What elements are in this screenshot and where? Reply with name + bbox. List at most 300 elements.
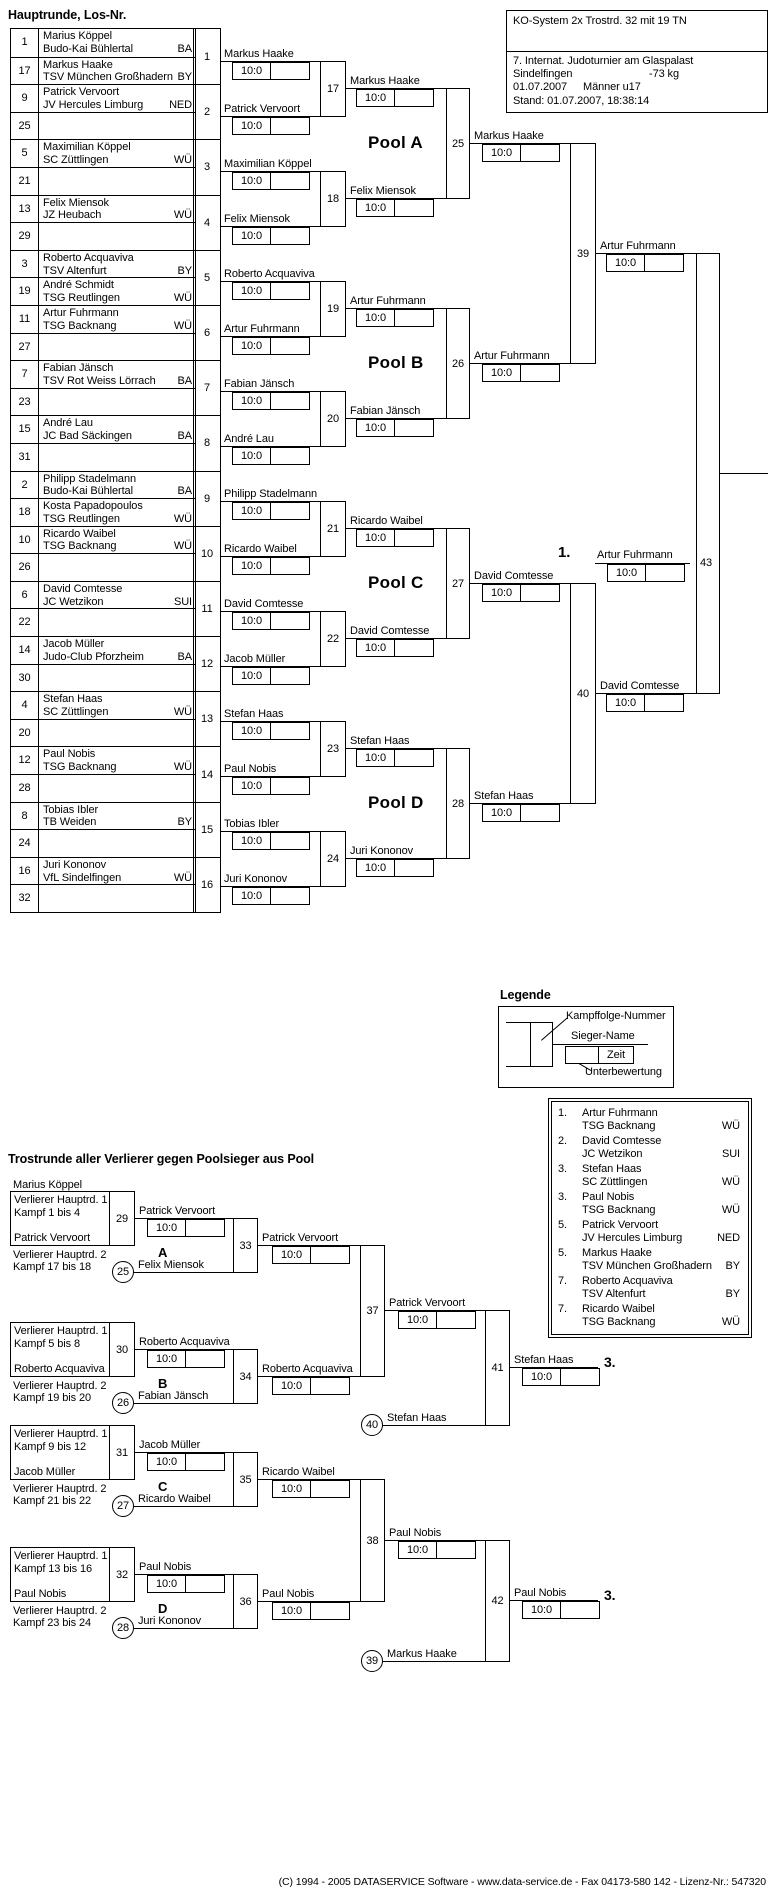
main-title: Hauptrunde, Los-Nr. xyxy=(8,8,127,22)
winner-name: David Comtesse xyxy=(600,680,680,692)
participant-row xyxy=(11,84,195,112)
placement-row xyxy=(558,1107,740,1135)
score-box xyxy=(356,529,434,547)
score-value: 10:0 xyxy=(608,565,646,581)
time-cell xyxy=(395,750,433,766)
match-number-value: 4 xyxy=(203,216,211,229)
match-number: 26 xyxy=(451,357,465,370)
participant-seed: 4 xyxy=(11,692,39,719)
participant-row xyxy=(11,829,195,857)
match-number xyxy=(194,139,220,194)
score-box xyxy=(232,667,310,685)
placement-info xyxy=(582,1303,740,1331)
score-value: 10:0 xyxy=(483,145,521,161)
loser-desc-block xyxy=(13,1483,106,1507)
placement-name: Markus Haake xyxy=(582,1247,652,1259)
score-box xyxy=(356,89,434,107)
score-value: 10:0 xyxy=(233,668,271,684)
loser-of-match-circle: 40 xyxy=(361,1414,383,1436)
winner-name: Juri Kononov xyxy=(350,845,414,857)
participant-seed: 7 xyxy=(11,361,39,388)
participant-seed: 22 xyxy=(11,609,39,636)
winner-name: Roberto Acquaviva xyxy=(262,1363,353,1375)
winner-name: David Comtesse xyxy=(224,598,304,610)
score-box xyxy=(606,254,684,272)
match-number xyxy=(194,195,220,250)
participant-name: Philipp Stadelmann xyxy=(43,472,136,485)
loser-desc-block xyxy=(13,1605,106,1629)
score-box xyxy=(232,227,310,245)
participant-row xyxy=(11,277,195,305)
participant-seed: 28 xyxy=(11,775,39,802)
participant-seed: 2 xyxy=(11,472,39,499)
winner-name: Markus Haake xyxy=(474,130,544,142)
participant-row xyxy=(11,195,195,223)
match-number xyxy=(194,526,220,581)
pool-label: Pool A xyxy=(368,133,423,152)
participant-club: TSG Reutlingen xyxy=(43,292,120,305)
participant-info xyxy=(39,168,195,195)
participant-region: BA xyxy=(177,650,192,663)
connector-line xyxy=(134,1628,233,1629)
participant-row xyxy=(11,498,195,526)
participant-club: SC Züttlingen xyxy=(43,154,109,167)
participant-name: Roberto Acquaviva xyxy=(43,251,134,264)
participant-name: Stefan Haas xyxy=(43,693,103,706)
score-box xyxy=(232,777,310,795)
placement-info xyxy=(582,1219,740,1247)
time-cell xyxy=(271,558,309,574)
match-box xyxy=(233,1349,258,1404)
loser-fights: Kampf 5 bis 8 xyxy=(14,1337,80,1350)
participant-seed: 6 xyxy=(11,582,39,609)
winner-name: Paul Nobis xyxy=(139,1561,192,1573)
match-number xyxy=(194,29,220,84)
score-value: 10:0 xyxy=(233,448,271,464)
placement-info xyxy=(582,1135,740,1163)
time-cell xyxy=(395,90,433,106)
placement-row xyxy=(558,1135,740,1163)
score-box xyxy=(232,612,310,630)
loser-of-match-circle: 39 xyxy=(361,1650,383,1672)
time-cell xyxy=(395,310,433,326)
participant-info xyxy=(39,140,195,167)
match-number xyxy=(194,802,220,857)
winner-name: Patrick Vervoort xyxy=(389,1297,466,1309)
match-box xyxy=(233,1452,258,1507)
participant-seed: 16 xyxy=(11,858,39,885)
participant-name: Kosta Papadopoulos xyxy=(43,500,143,513)
winner-name: Stefan Haas xyxy=(350,735,410,747)
placement-club: JC Wetzikon xyxy=(582,1148,643,1160)
participant-club: TSV Rot Weiss Lörrach xyxy=(43,374,156,387)
pool-letter: C xyxy=(158,1479,168,1494)
winner-name: Artur Fuhrmann xyxy=(474,350,550,362)
participant-row xyxy=(11,415,195,443)
loser-desc-block xyxy=(14,1325,107,1350)
placement-club: TSG Backnang xyxy=(582,1204,656,1216)
event-name: 7. Internat. Judoturnier am Glaspalast xyxy=(513,55,694,67)
match-box xyxy=(320,61,346,117)
score-value: 10:0 xyxy=(357,420,395,436)
placement-region: BY xyxy=(725,1260,740,1272)
time-cell xyxy=(311,1247,349,1263)
entrant-name: Stefan Haas xyxy=(387,1412,447,1424)
participant-club: TSG Reutlingen xyxy=(43,512,120,525)
score-box xyxy=(398,1311,476,1329)
winner-name: Paul Nobis xyxy=(224,763,277,775)
score-value: 10:0 xyxy=(233,173,271,189)
match-number: 19 xyxy=(326,303,340,315)
participant-info xyxy=(39,609,195,636)
winner-name: Tobias Ibler xyxy=(224,818,280,830)
legend-winner-name-label: Sieger-Name xyxy=(571,1030,635,1042)
match-box xyxy=(360,1479,385,1602)
placement-row xyxy=(558,1275,740,1303)
match-number-value: 8 xyxy=(203,437,211,450)
pool-letter: A xyxy=(158,1245,168,1260)
match-number xyxy=(194,636,220,691)
pool-label: Pool D xyxy=(368,793,424,812)
participant-region: BA xyxy=(177,430,192,443)
participant-row xyxy=(11,857,195,885)
placement-club: JV Hercules Limburg xyxy=(582,1232,683,1244)
participant-row xyxy=(11,222,195,250)
participant-name: Jacob Müller xyxy=(43,638,105,651)
winner-name: Artur Fuhrmann xyxy=(600,240,676,252)
score-value: 10:0 xyxy=(148,1576,186,1592)
pool-letter: D xyxy=(158,1601,168,1616)
match-box xyxy=(320,611,346,667)
score-value: 10:0 xyxy=(273,1603,311,1619)
participant-region: SUI xyxy=(173,595,192,608)
match-number: 41 xyxy=(491,1362,504,1374)
participant-name: Markus Haake xyxy=(43,58,113,71)
repechage-source-box xyxy=(10,1425,135,1480)
placement-info xyxy=(582,1107,740,1135)
time-cell xyxy=(521,805,559,821)
score-box xyxy=(232,117,310,135)
match-number xyxy=(194,305,220,360)
participant-seed: 30 xyxy=(11,665,39,692)
score-value: 10:0 xyxy=(233,393,271,409)
time-cell xyxy=(186,1351,224,1367)
participant-row xyxy=(11,719,195,747)
participant-info xyxy=(39,472,195,499)
match-number: 33 xyxy=(239,1239,252,1252)
match-number-value: 13 xyxy=(200,713,214,726)
time-cell xyxy=(186,1454,224,1470)
info-box xyxy=(506,10,768,113)
score-value: 10:0 xyxy=(233,63,271,79)
winner-name: Artur Fuhrmann xyxy=(350,295,426,307)
match-number: 21 xyxy=(326,523,340,535)
time-cell xyxy=(561,1369,599,1385)
participant-row xyxy=(11,305,195,333)
winner-name: Stefan Haas xyxy=(224,708,284,720)
score-value: 10:0 xyxy=(357,860,395,876)
placement-region: WÜ xyxy=(721,1316,740,1328)
participant-row xyxy=(11,250,195,278)
time-cell xyxy=(311,1481,349,1497)
connector-line xyxy=(134,1403,233,1404)
participant-info xyxy=(39,554,195,581)
participant-club: Budo-Kai Bühlertal xyxy=(43,485,133,498)
participant-region: BY xyxy=(177,816,192,829)
loser-fights: Kampf 23 bis 24 xyxy=(13,1617,91,1629)
score-value: 10:0 xyxy=(233,338,271,354)
match-box xyxy=(320,281,346,337)
placement-region: WÜ xyxy=(721,1204,740,1216)
score-box xyxy=(232,62,310,80)
participant-info xyxy=(39,665,195,692)
participant-info xyxy=(39,527,195,554)
score-value: 10:0 xyxy=(233,503,271,519)
match-number: 36 xyxy=(239,1595,252,1608)
score-box xyxy=(232,337,310,355)
loser-fights: Kampf 13 bis 16 xyxy=(14,1562,92,1575)
match-number-value: 15 xyxy=(200,823,214,836)
score-box xyxy=(482,804,560,822)
loser-fights: Kampf 21 bis 22 xyxy=(13,1495,91,1507)
score-value: 10:0 xyxy=(148,1454,186,1470)
match-number xyxy=(194,471,220,526)
score-value: 10:0 xyxy=(233,228,271,244)
loser-desc-block xyxy=(14,1428,107,1453)
participant-region: NED xyxy=(169,98,192,111)
participant-row xyxy=(11,774,195,802)
match-number: 17 xyxy=(326,83,340,95)
placement-rank: 7. xyxy=(558,1275,567,1287)
match-number: 22 xyxy=(326,633,340,645)
participant-region: WÜ xyxy=(173,540,192,553)
participant-info xyxy=(39,416,195,443)
time-cell xyxy=(271,63,309,79)
time-cell xyxy=(646,565,684,581)
match-number-value: 2 xyxy=(203,106,211,119)
match-number xyxy=(194,691,220,746)
participant-info xyxy=(39,223,195,250)
time-cell xyxy=(271,118,309,134)
participant-name: Paul Nobis xyxy=(43,748,96,761)
age-category: Männer u17 xyxy=(583,81,641,94)
participant-seed: 23 xyxy=(11,389,39,416)
participant-row xyxy=(11,388,195,416)
score-value: 10:0 xyxy=(148,1351,186,1367)
participant-name: Artur Fuhrmann xyxy=(43,306,119,319)
time-cell xyxy=(561,1602,599,1618)
winner-name: Jacob Müller xyxy=(224,653,286,665)
participant-region: WÜ xyxy=(173,761,192,774)
match-box xyxy=(570,583,596,804)
match-number: 40 xyxy=(576,687,590,700)
opponent-name: Felix Miensok xyxy=(138,1259,204,1271)
participant-region: WÜ xyxy=(173,154,192,167)
placement-club: TSV München Großhadern xyxy=(582,1260,712,1272)
participant-name: David Comtesse xyxy=(43,582,123,595)
placement-rank: 3. xyxy=(558,1163,567,1175)
match-box xyxy=(446,528,470,639)
match-box xyxy=(320,171,346,227)
placement-region: BY xyxy=(725,1288,740,1300)
placement-row xyxy=(558,1219,740,1247)
score-value: 10:0 xyxy=(273,1247,311,1263)
participant-club: JZ Heubach xyxy=(43,209,102,222)
participant-seed: 32 xyxy=(11,885,39,912)
match-number: 39 xyxy=(576,247,590,260)
final-match-box xyxy=(696,253,720,694)
participant-row xyxy=(11,112,195,140)
loser-desc: Verlierer Hauptrd. 1 xyxy=(14,1428,108,1440)
time-cell xyxy=(271,283,309,299)
winner-name: David Comtesse xyxy=(474,570,554,582)
pool-label: Pool C xyxy=(368,573,424,592)
participant-name: Felix Miensok xyxy=(43,196,109,209)
participant-row xyxy=(11,553,195,581)
participant-row xyxy=(11,443,195,471)
match-number-value: 7 xyxy=(203,382,211,395)
participant-row xyxy=(11,884,195,912)
participant-name: André Lau xyxy=(43,417,93,430)
match-number: 35 xyxy=(239,1473,252,1486)
participant-seed: 11 xyxy=(11,306,39,333)
placement-rank: 7. xyxy=(558,1303,567,1315)
participant-region: BA xyxy=(177,374,192,387)
score-value: 10:0 xyxy=(233,118,271,134)
placement-name: Roberto Acquaviva xyxy=(582,1275,673,1287)
participant-seed: 3 xyxy=(11,251,39,278)
score-value: 10:0 xyxy=(273,1481,311,1497)
match-number: 25 xyxy=(451,137,465,150)
score-value: 10:0 xyxy=(483,805,521,821)
participant-row xyxy=(11,167,195,195)
participant-name: Ricardo Waibel xyxy=(43,527,116,540)
score-box xyxy=(232,447,310,465)
winner-name: Fabian Jänsch xyxy=(224,378,295,390)
participant-info xyxy=(39,720,195,747)
repechage-title: Trostrunde aller Verlierer gegen Poolsieger aus Pool xyxy=(8,1152,315,1166)
loser-fights: Kampf 9 bis 12 xyxy=(14,1440,86,1453)
score-box xyxy=(398,1541,476,1559)
match-number xyxy=(194,581,220,636)
time-cell xyxy=(271,228,309,244)
match-box xyxy=(320,391,346,447)
time-cell xyxy=(271,393,309,409)
time-cell xyxy=(437,1542,475,1558)
participant-info xyxy=(39,361,195,388)
repechage-seed-name: Patrick Vervoort xyxy=(14,1232,91,1244)
score-box xyxy=(232,832,310,850)
placement-region: SUI xyxy=(721,1148,740,1160)
winner-name: Paul Nobis xyxy=(389,1527,442,1539)
winner-name: Roberto Acquaviva xyxy=(224,268,315,280)
participant-name: Tobias Ibler xyxy=(43,803,99,816)
participant-region: WÜ xyxy=(173,871,192,884)
placement-region: WÜ xyxy=(721,1176,740,1188)
placement-row xyxy=(558,1247,740,1275)
participant-region: WÜ xyxy=(173,292,192,305)
loser-fights: Kampf 17 bis 18 xyxy=(13,1261,91,1273)
participant-seed: 12 xyxy=(11,747,39,774)
legend-winner-line xyxy=(552,1044,648,1045)
match-box xyxy=(320,721,346,777)
placement-info xyxy=(582,1275,740,1303)
participant-row xyxy=(11,333,195,361)
winner-name: Maximilian Köppel xyxy=(224,158,312,170)
placement-club: TSG Backnang xyxy=(582,1316,656,1328)
participant-info xyxy=(39,278,195,305)
placement-rank: 5. xyxy=(558,1247,567,1259)
score-value: 10:0 xyxy=(273,1378,311,1394)
match-box xyxy=(446,308,470,419)
match-number: 37 xyxy=(366,1305,379,1317)
participants-table xyxy=(10,28,196,913)
placement-club: SC Züttlingen xyxy=(582,1176,648,1188)
participant-club: VfL Sindelfingen xyxy=(43,871,122,884)
time-cell xyxy=(395,640,433,656)
time-cell xyxy=(271,778,309,794)
winner-name: Ricardo Waibel xyxy=(350,515,423,527)
repechage-source-box xyxy=(10,1322,135,1377)
participant-club: Judo-Club Pforzheim xyxy=(43,650,144,663)
participant-info xyxy=(39,858,195,885)
score-value: 10:0 xyxy=(357,200,395,216)
winner-name: Markus Haake xyxy=(224,48,294,60)
participant-info xyxy=(39,251,195,278)
participant-info xyxy=(39,113,195,140)
final-output-line xyxy=(720,473,768,474)
winner-name: Patrick Vervoort xyxy=(224,103,301,115)
participant-info xyxy=(39,444,195,471)
copyright-footer: (C) 1994 - 2005 DATASERVICE Software - www.data-service.de - Fax 04173-580 142 - Lizenz-Nr.: 547320 xyxy=(278,1876,766,1888)
score-value: 10:0 xyxy=(233,888,271,904)
match-number-value: 11 xyxy=(201,602,213,615)
time-cell xyxy=(271,448,309,464)
participant-seed: 29 xyxy=(11,223,39,250)
score-box xyxy=(522,1368,600,1386)
loser-fights: Kampf 1 bis 4 xyxy=(14,1206,80,1219)
legend-subscore-cell xyxy=(566,1047,599,1063)
match-number: 31 xyxy=(109,1426,134,1479)
winner-name: Fabian Jänsch xyxy=(350,405,421,417)
match-number: 23 xyxy=(326,743,340,755)
score-box xyxy=(272,1602,350,1620)
participant-info xyxy=(39,334,195,361)
score-value: 10:0 xyxy=(148,1220,186,1236)
match-number: 30 xyxy=(109,1323,134,1376)
participant-info xyxy=(39,775,195,802)
participant-region: BA xyxy=(177,485,192,498)
match-number xyxy=(194,84,220,139)
placement-name: Stefan Haas xyxy=(582,1163,642,1175)
score-value: 10:0 xyxy=(233,833,271,849)
loser-desc: Verlierer Hauptrd. 1 xyxy=(14,1550,108,1562)
score-box xyxy=(232,502,310,520)
loser-desc: Verlierer Hauptrd. 1 xyxy=(14,1325,108,1337)
participant-region: BY xyxy=(177,71,192,84)
score-value: 10:0 xyxy=(233,613,271,629)
score-box xyxy=(232,282,310,300)
winner-name: Stefan Haas xyxy=(514,1354,574,1366)
loser-of-match-circle: 26 xyxy=(112,1392,134,1414)
winner-name: David Comtesse xyxy=(350,625,430,637)
score-box xyxy=(522,1601,600,1619)
time-cell xyxy=(521,365,559,381)
time-cell xyxy=(311,1603,349,1619)
loser-desc-block xyxy=(13,1380,106,1404)
placement-info xyxy=(582,1247,740,1275)
participant-info xyxy=(39,196,195,223)
